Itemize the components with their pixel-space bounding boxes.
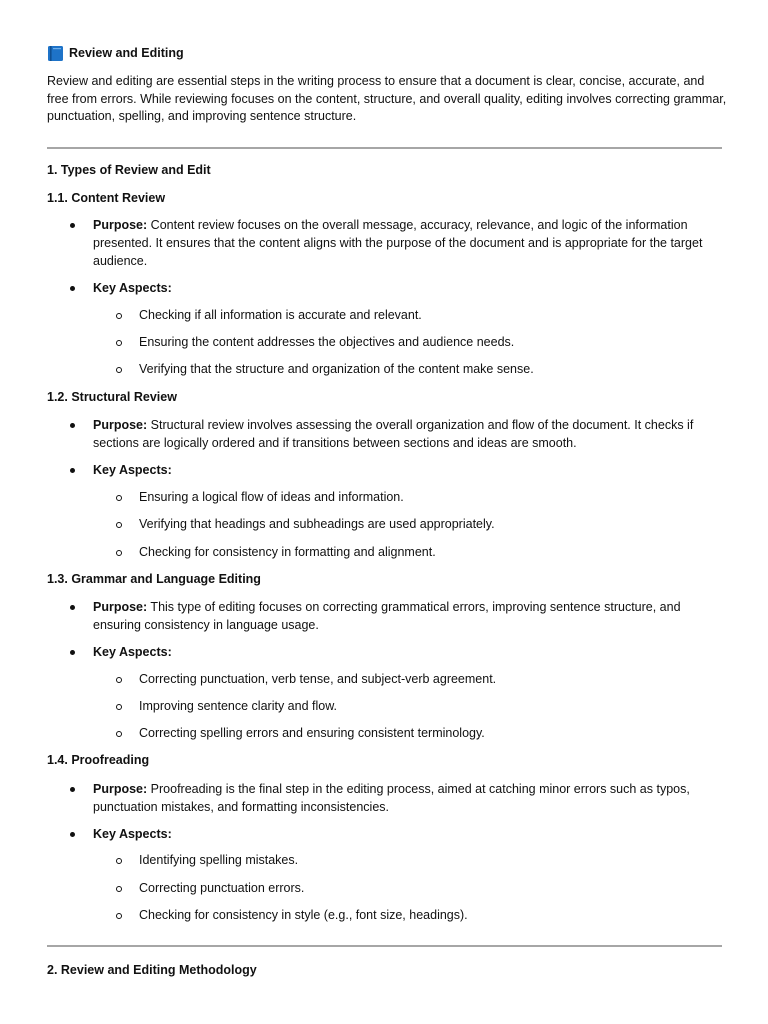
circle-bullet-icon: [116, 677, 122, 683]
purpose-bullet: [93, 780, 718, 816]
aspect-text: Improving sentence clarity and flow.: [139, 699, 338, 713]
purpose-text: Content review focuses on the overall message, accuracy, relevance, and logic of the information presented. It ensures that the content aligns with the purpose of the document and is appropriate for the target audience.: [93, 218, 703, 268]
aspect-text: Ensuring the content addresses the objectives and audience needs.: [139, 335, 515, 349]
aspect-text: Verifying that headings and subheadings are used appropriately.: [139, 517, 495, 531]
bullet-dot-icon: [70, 787, 75, 792]
bullet-dot-icon: [70, 605, 75, 610]
circle-bullet-icon: [116, 367, 122, 373]
horizontal-divider: [47, 945, 722, 947]
circle-bullet-icon: [116, 340, 122, 346]
circle-bullet-icon: [116, 858, 122, 864]
circle-bullet-icon: [116, 313, 122, 319]
aspect-text: Verifying that the structure and organization of the content make sense.: [139, 362, 534, 376]
key-aspects-bullet: [93, 643, 718, 661]
book-icon: [47, 45, 64, 62]
aspect-text: Ensuring a logical flow of ideas and information.: [139, 490, 404, 504]
aspect-item: [139, 671, 729, 688]
circle-bullet-icon: [116, 522, 122, 528]
aspect-item: [139, 880, 729, 897]
aspect-item: [139, 334, 729, 351]
purpose-label: Purpose:: [93, 418, 148, 432]
bullet-dot-icon: [70, 468, 75, 473]
circle-bullet-icon: [116, 913, 122, 919]
intro-paragraph: Review and editing are essential steps in the writing process to ensure that a document is clear, concise, accurate, and free from errors. While reviewing focuses on the content, structure, and overall quality, editing involves correcting grammar, punctuation, spelling, and improving sentence structure.: [47, 74, 727, 123]
circle-bullet-icon: [116, 886, 122, 892]
aspect-item: [139, 698, 729, 715]
purpose-text: Structural review involves assessing the overall organization and flow of the document. It checks if sections are logically ordered and if transitions between sections and ideas are smooth.: [93, 418, 694, 450]
aspect-text: Correcting punctuation, verb tense, and subject-verb agreement.: [139, 672, 497, 686]
circle-bullet-icon: [116, 550, 122, 556]
aspect-item: [139, 725, 729, 742]
purpose-text: Proofreading is the final step in the editing process, aimed at catching minor errors such as typos, punctuation mistakes, and formatting inconsistencies.: [93, 782, 690, 814]
purpose-text: This type of editing focuses on correcting grammatical errors, improving sentence structure, and ensuring consistency in language usage.: [93, 600, 681, 632]
purpose-bullet: [93, 216, 718, 270]
key-aspects-label: Key Aspects:: [93, 463, 172, 477]
purpose-bullet: [93, 416, 718, 452]
subsection-heading: 1.3. Grammar and Language Editing: [47, 572, 261, 586]
circle-bullet-icon: [116, 495, 122, 501]
subsection-heading: 1.4. Proofreading: [47, 753, 150, 767]
document-title-text: Review and Editing: [69, 46, 184, 60]
key-aspects-label: Key Aspects:: [93, 645, 172, 659]
key-aspects-label: Key Aspects:: [93, 827, 172, 841]
aspect-item: [139, 489, 729, 506]
aspect-text: Checking if all information is accurate and relevant.: [139, 308, 422, 322]
purpose-label: Purpose:: [93, 600, 148, 614]
bullet-dot-icon: [70, 286, 75, 291]
section-1-heading: 1. Types of Review and Edit: [47, 163, 211, 177]
subsection-heading: 1.2. Structural Review: [47, 390, 177, 404]
aspect-text: Checking for consistency in formatting and alignment.: [139, 545, 436, 559]
bullet-dot-icon: [70, 650, 75, 655]
bullet-dot-icon: [70, 223, 75, 228]
aspect-item: [139, 516, 729, 533]
aspect-text: Identifying spelling mistakes.: [139, 853, 299, 867]
key-aspects-bullet: [93, 825, 718, 843]
circle-bullet-icon: [116, 731, 122, 737]
purpose-label: Purpose:: [93, 218, 148, 232]
aspect-text: Correcting spelling errors and ensuring consistent terminology.: [139, 726, 485, 740]
purpose-bullet: [93, 598, 718, 634]
section-2-heading: 2. Review and Editing Methodology: [47, 963, 257, 977]
bullet-dot-icon: [70, 423, 75, 428]
aspect-text: Checking for consistency in style (e.g., font size, headings).: [139, 908, 468, 922]
horizontal-divider: [47, 147, 722, 149]
bullet-dot-icon: [70, 832, 75, 837]
aspect-item: [139, 852, 729, 869]
aspect-item: [139, 307, 729, 324]
key-aspects-bullet: [93, 461, 718, 479]
subsection-heading: 1.1. Content Review: [47, 191, 166, 205]
key-aspects-bullet: [93, 279, 718, 297]
aspect-item: [139, 361, 729, 378]
purpose-label: Purpose:: [93, 782, 148, 796]
key-aspects-label: Key Aspects:: [93, 281, 172, 295]
document-title: [47, 45, 184, 62]
aspect-item: [139, 544, 729, 561]
aspect-item: [139, 907, 729, 924]
aspect-text: Correcting punctuation errors.: [139, 881, 305, 895]
circle-bullet-icon: [116, 704, 122, 710]
